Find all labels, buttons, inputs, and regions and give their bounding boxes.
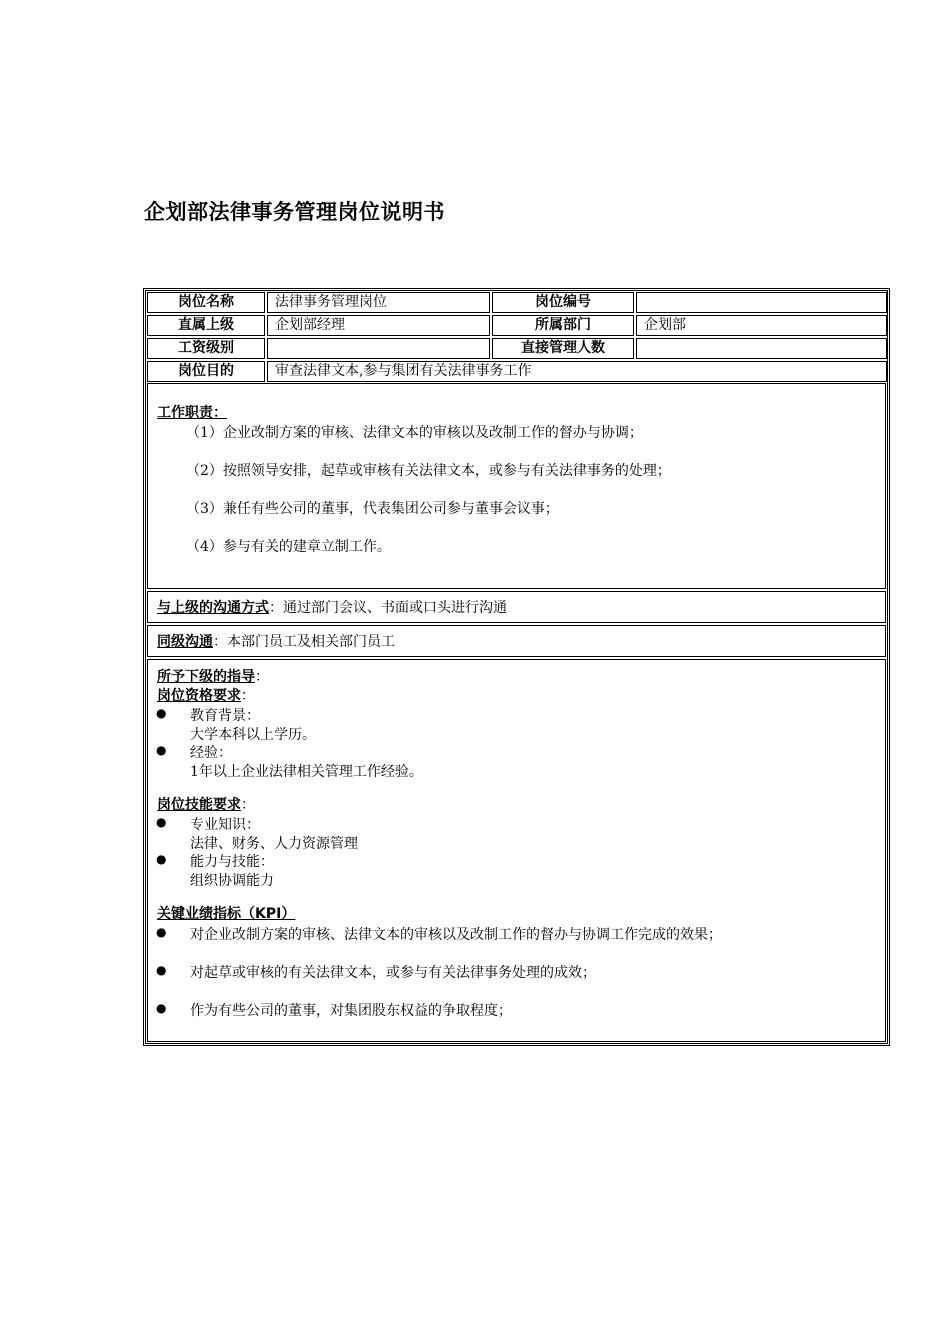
- value-direct-superior: 企划部经理: [267, 315, 490, 336]
- page-title: 企划部法律事务管理岗位说明书: [144, 200, 445, 224]
- skill-label: 岗位技能要求: [157, 797, 241, 813]
- comm-peer-text: ：本部门员工及相关部门员工: [213, 634, 395, 650]
- bullet-icon: ●: [156, 852, 167, 866]
- bullet-icon: ●: [156, 706, 167, 720]
- label-salary-grade: 工资级别: [147, 338, 265, 359]
- label-position-code: 岗位编号: [492, 292, 634, 313]
- header-row-4: [146, 360, 887, 383]
- value-direct-reports: [636, 338, 887, 359]
- header-row-1: [146, 291, 887, 314]
- skill-detail: 组织协调能力: [190, 873, 274, 889]
- value-position-purpose: 审查法律文本,参与集团有关法律事务工作: [267, 361, 887, 382]
- skill-name: 能力与技能：: [190, 854, 274, 870]
- duty-item: （3）兼任有些公司的董事，代表集团公司参与董事会议事；: [186, 501, 559, 517]
- label-position-purpose: 岗位目的: [147, 361, 265, 382]
- job-description-table: [143, 288, 890, 1046]
- qualification-label: 岗位资格要求: [157, 688, 241, 704]
- duties-title: 工作职责：: [157, 405, 227, 421]
- header-row-3: [146, 337, 887, 360]
- label-position-name: 岗位名称: [147, 292, 265, 313]
- qualification-detail: 1年以上企业法律相关管理工作经验。: [190, 764, 423, 780]
- comm-peer-section: [147, 625, 886, 657]
- bullet-icon: ●: [156, 925, 167, 939]
- label-department: 所属部门: [492, 315, 634, 336]
- skill-detail: 法律、财务、人力资源管理: [190, 836, 358, 852]
- duty-item: （2）按照领导安排，起草或审核有关法律文本，或参与有关法律事务的处理；: [186, 463, 671, 479]
- value-position-code: [636, 292, 887, 313]
- guidance-colon: ：: [255, 669, 269, 685]
- qualification-name: 教育背景：: [190, 708, 260, 724]
- skill-colon: ：: [241, 797, 255, 813]
- duty-item: （4）参与有关的建章立制工作。: [186, 539, 391, 555]
- bullet-icon: ●: [156, 815, 167, 829]
- duties-section: [147, 383, 886, 589]
- comm-up-text: ：通过部门会议、书面或口头进行沟通: [269, 600, 507, 616]
- qualification-colon: ：: [241, 688, 255, 704]
- kpi-label: 关键业绩指标（KPI）: [157, 906, 296, 922]
- duty-item: （1）企业改制方案的审核、法律文本的审核以及改制工作的督办与协调；: [186, 425, 643, 441]
- skill-name: 专业知识：: [190, 817, 260, 833]
- comm-peer-label: 同级沟通: [157, 634, 213, 650]
- value-salary-grade: [267, 338, 490, 359]
- kpi-item: 对起草或审核的有关法律文本，或参与有关法律事务处理的成效；: [190, 965, 596, 981]
- bullet-icon: ●: [156, 743, 167, 757]
- kpi-item: 作为有些公司的董事，对集团股东权益的争取程度；: [190, 1003, 512, 1019]
- requirements-section: [147, 659, 886, 1042]
- bullet-icon: ●: [156, 1001, 167, 1015]
- qualification-name: 经验：: [190, 745, 232, 761]
- header-row-2: [146, 314, 887, 337]
- value-position-name: 法律事务管理岗位: [267, 292, 490, 313]
- comm-up-section: [147, 591, 886, 623]
- guidance-label: 所予下级的指导: [157, 669, 255, 685]
- label-direct-reports: 直接管理人数: [492, 338, 634, 359]
- bullet-icon: ●: [156, 963, 167, 977]
- kpi-item: 对企业改制方案的审核、法律文本的审核以及改制工作的督办与协调工作完成的效果；: [190, 927, 722, 943]
- label-direct-superior: 直属上级: [147, 315, 265, 336]
- comm-up-label: 与上级的沟通方式: [157, 600, 269, 616]
- qualification-detail: 大学本科以上学历。: [190, 727, 316, 743]
- value-department: 企划部: [636, 315, 887, 336]
